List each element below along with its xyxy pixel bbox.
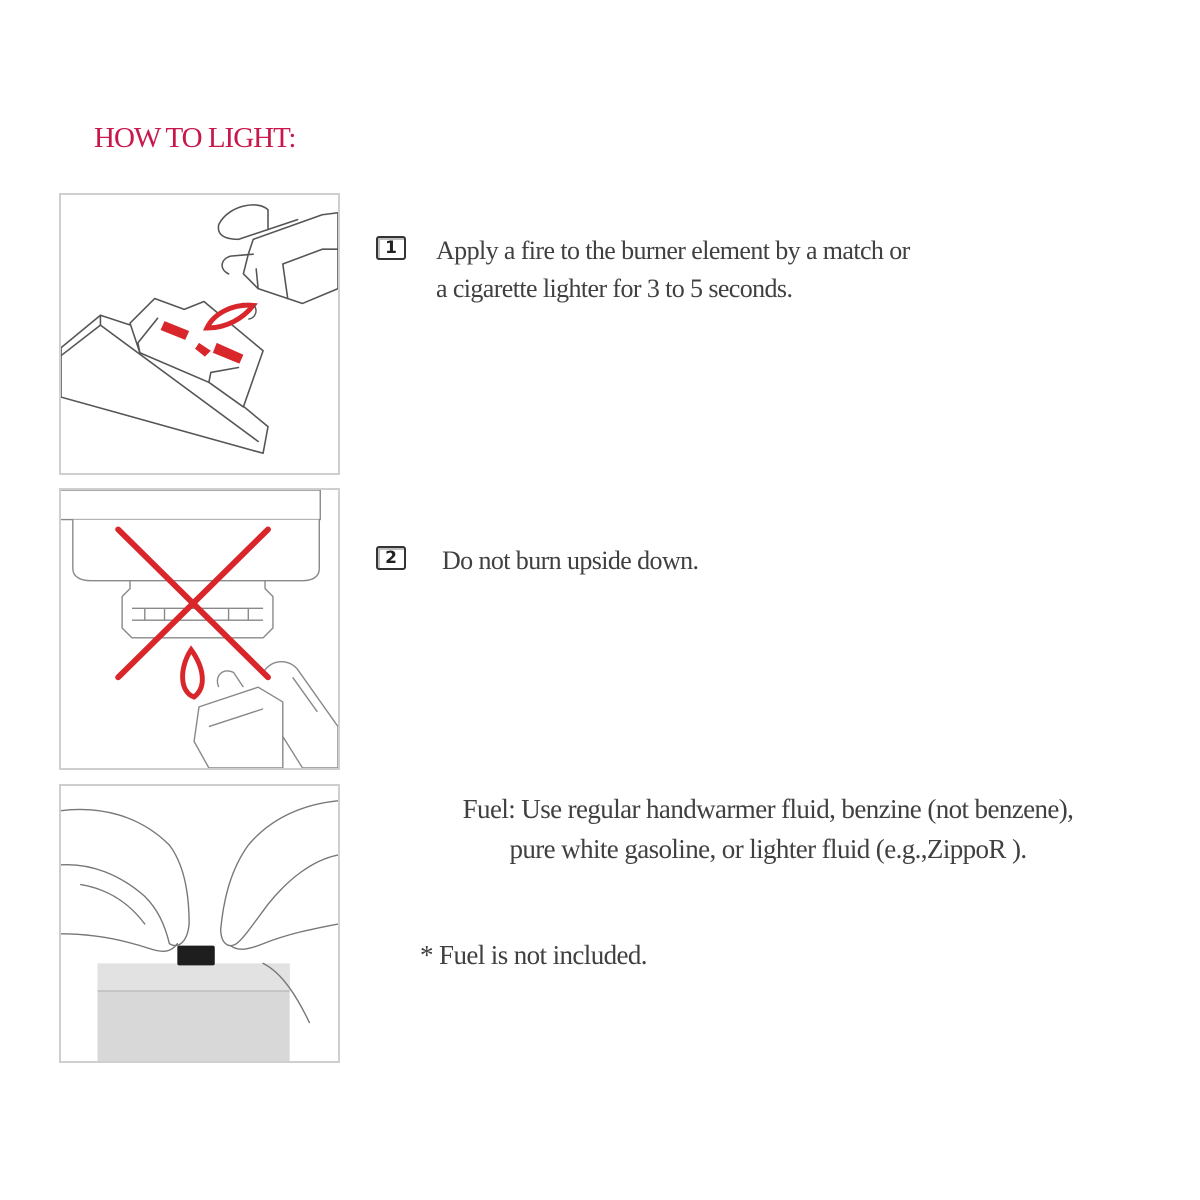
burner-lighting-illustration	[61, 195, 338, 473]
fuel-line-2: pure white gasoline, or lighter fluid (e.g.,ZippoR ).	[509, 834, 1027, 864]
upside-down-illustration	[61, 490, 338, 768]
step-number-badge: 2	[376, 546, 406, 570]
page-title: HOW TO LIGHT:	[94, 122, 296, 154]
step-2-text	[442, 542, 698, 580]
step-2	[376, 542, 698, 580]
flame-icon	[183, 650, 203, 697]
step-1	[376, 232, 910, 308]
fuel-opening	[177, 946, 214, 966]
step-2-line-1: Do not burn upside down.	[442, 546, 699, 575]
fuel-line-1: Fuel: Use regular handwarmer fluid, benzine (not benzene),	[462, 794, 1074, 824]
step-1-text	[436, 232, 910, 308]
flame-icon	[207, 305, 253, 328]
illustration-light-burner	[59, 193, 340, 475]
step-1-line-2: a cigarette lighter for 3 to 5 seconds.	[436, 274, 793, 303]
fuel-not-included-note: * Fuel is not included.	[420, 940, 647, 970]
step-number-badge: 1	[376, 236, 406, 260]
fuel-instructions	[378, 789, 1158, 869]
step-1-line-1: Apply a fire to the burner element by a match or	[436, 236, 910, 265]
fueling-illustration	[61, 786, 338, 1061]
illustration-fueling	[59, 784, 340, 1063]
illustration-upside-down-warning	[59, 488, 340, 770]
